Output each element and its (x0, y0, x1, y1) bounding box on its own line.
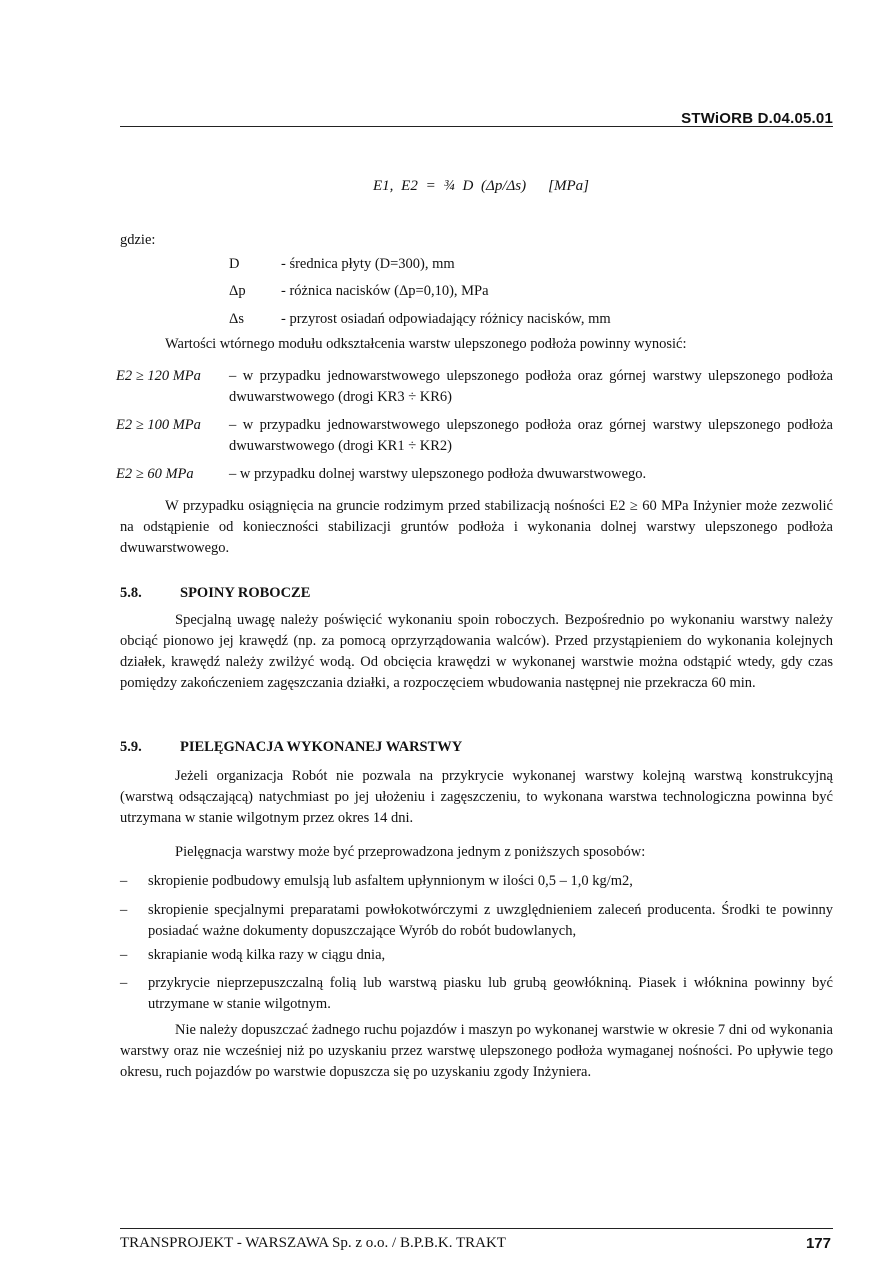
list-bullet: – (120, 873, 128, 889)
definition-row (229, 309, 611, 330)
definition-symbol: Δs (229, 311, 244, 327)
definition-text: - średnica płyty (D=300), mm (281, 256, 455, 272)
definition-text: - przyrost osiadań odpowiadający różnicy nacisków, mm (281, 311, 611, 327)
list-item: skrapianie wodą kilka razy w ciągu dnia, (148, 947, 386, 963)
footer-rule (120, 1228, 833, 1229)
methods-intro: Pielęgnacja warstwy może być przeprowadzona jednym z poniższych sposobów: (175, 844, 646, 860)
list-item: przykrycie nieprzepuszczalną folią lub warstwą piasku lub grubą geowłókniną. Piasek i włóknina powinny być utrzymane w stanie wilgotnym. (148, 975, 833, 1012)
formula-expression: E1, E2 = ¾ D (Δp/Δs) (373, 178, 527, 194)
section-title: SPOINY ROBOCZE (180, 585, 311, 601)
list-bullet: – (120, 975, 128, 991)
definition-row (229, 254, 455, 275)
definition-row (229, 281, 489, 302)
section-number: 5.8. (120, 585, 142, 601)
definition-symbol: D (229, 256, 240, 272)
condition-label: E2 ≥ 60 MPa (116, 466, 194, 482)
condition-text: – w przypadku dolnej warstwy ulepszonego podłoża dwuwarstwowego. (229, 466, 647, 482)
footer-company: TRANSPROJEKT - WARSZAWA Sp. z o.o. / B.P.B.K. TRAKT (120, 1235, 506, 1251)
list-item: skropienie specjalnymi preparatami powłokotwórczymi z uwzględnieniem zaleceń producenta. Środki te powinny posiadać ważne dokumenty dopuszczające Wyrób do robót budowlanych, (148, 902, 833, 939)
document-code: STWiORB D.04.05.01 (681, 110, 833, 127)
definition-text: - różnica nacisków (Δp=0,10), MPa (281, 283, 489, 299)
section-paragraph: Jeżeli organizacja Robót nie pozwala na przykrycie wykonanej warstwy kolejną warstwą konstrukcyjną (warstwą odsączającą) natychmiast po jej ułożeniu i zagęszczeniu, to wykonana warstwa technologiczna powinna być utrzymana w stanie wilgotnym przez okres 14 dni. (120, 768, 833, 826)
header-rule (120, 126, 833, 127)
list-bullet: – (120, 947, 128, 963)
definition-symbol: Δp (229, 283, 246, 299)
modulus-intro: Wartości wtórnego modułu odkształcenia warstw ulepszonego podłoża powinny wynosić: (165, 336, 687, 352)
section-number: 5.9. (120, 739, 142, 755)
list-item: skropienie podbudowy emulsją lub asfaltem upłynnionym w ilości 0,5 – 1,0 kg/m2, (148, 873, 633, 889)
list-bullet: – (120, 902, 128, 918)
formula (373, 176, 589, 197)
condition-label: E2 ≥ 100 MPa (116, 417, 201, 433)
condition-text: – w przypadku jednowarstwowego ulepszonego podłoża oraz górnej warstwy ulepszonego podłoża dwuwarstwowego (drogi KR1 ÷ KR2) (229, 417, 833, 454)
condition-label: E2 ≥ 120 MPa (116, 368, 201, 384)
page-number: 177 (805, 1235, 831, 1252)
formula-unit: [MPa] (548, 178, 589, 194)
closing-paragraph: Nie należy dopuszczać żadnego ruchu pojazdów i maszyn po wykonanej warstwie w okresie 7 dni od wykonania warstwy oraz nie wcześniej niż po uzyskaniu przez warstwę ulepszonego podłoża wymaganej nośności. Po upływie tego okresu, ruch pojazdów po warstwie dopuszcza się po uzyskaniu zgody Inżyniera. (120, 1022, 833, 1080)
stabilization-note: W przypadku osiągnięcia na gruncie rodzimym przed stabilizacją nośności E2 ≥ 60 MPa Inżynier może zezwolić na odstąpienie od konieczności stabilizacji gruntów podłoża i wykonania dolnej warstwy ulepszonego podłoża dwuwarstwowego. (120, 498, 833, 556)
where-label: gdzie: (120, 232, 156, 248)
section-title: PIELĘGNACJA WYKONANEJ WARSTWY (180, 739, 463, 755)
condition-text: – w przypadku jednowarstwowego ulepszonego podłoża oraz górnej warstwy ulepszonego podłoża dwuwarstwowego (drogi KR3 ÷ KR6) (229, 368, 833, 405)
section-paragraph: Specjalną uwagę należy poświęcić wykonaniu spoin roboczych. Bezpośrednio po wykonaniu warstwy należy obciąć pionowo jej krawędź (np. za pomocą oprzyrządowania walców). Przed przystąpieniem do wykonania kolejnych działek, krawędź należy zwilżyć wodą. Od obcięcia krawędzi w wykonanej warstwie można odstąpić wtedy, gdy czas pomiędzy zakończeniem zagęszczania działki, a rozpoczęciem wbudowania następnej nie przekracza 60 min. (120, 612, 833, 691)
